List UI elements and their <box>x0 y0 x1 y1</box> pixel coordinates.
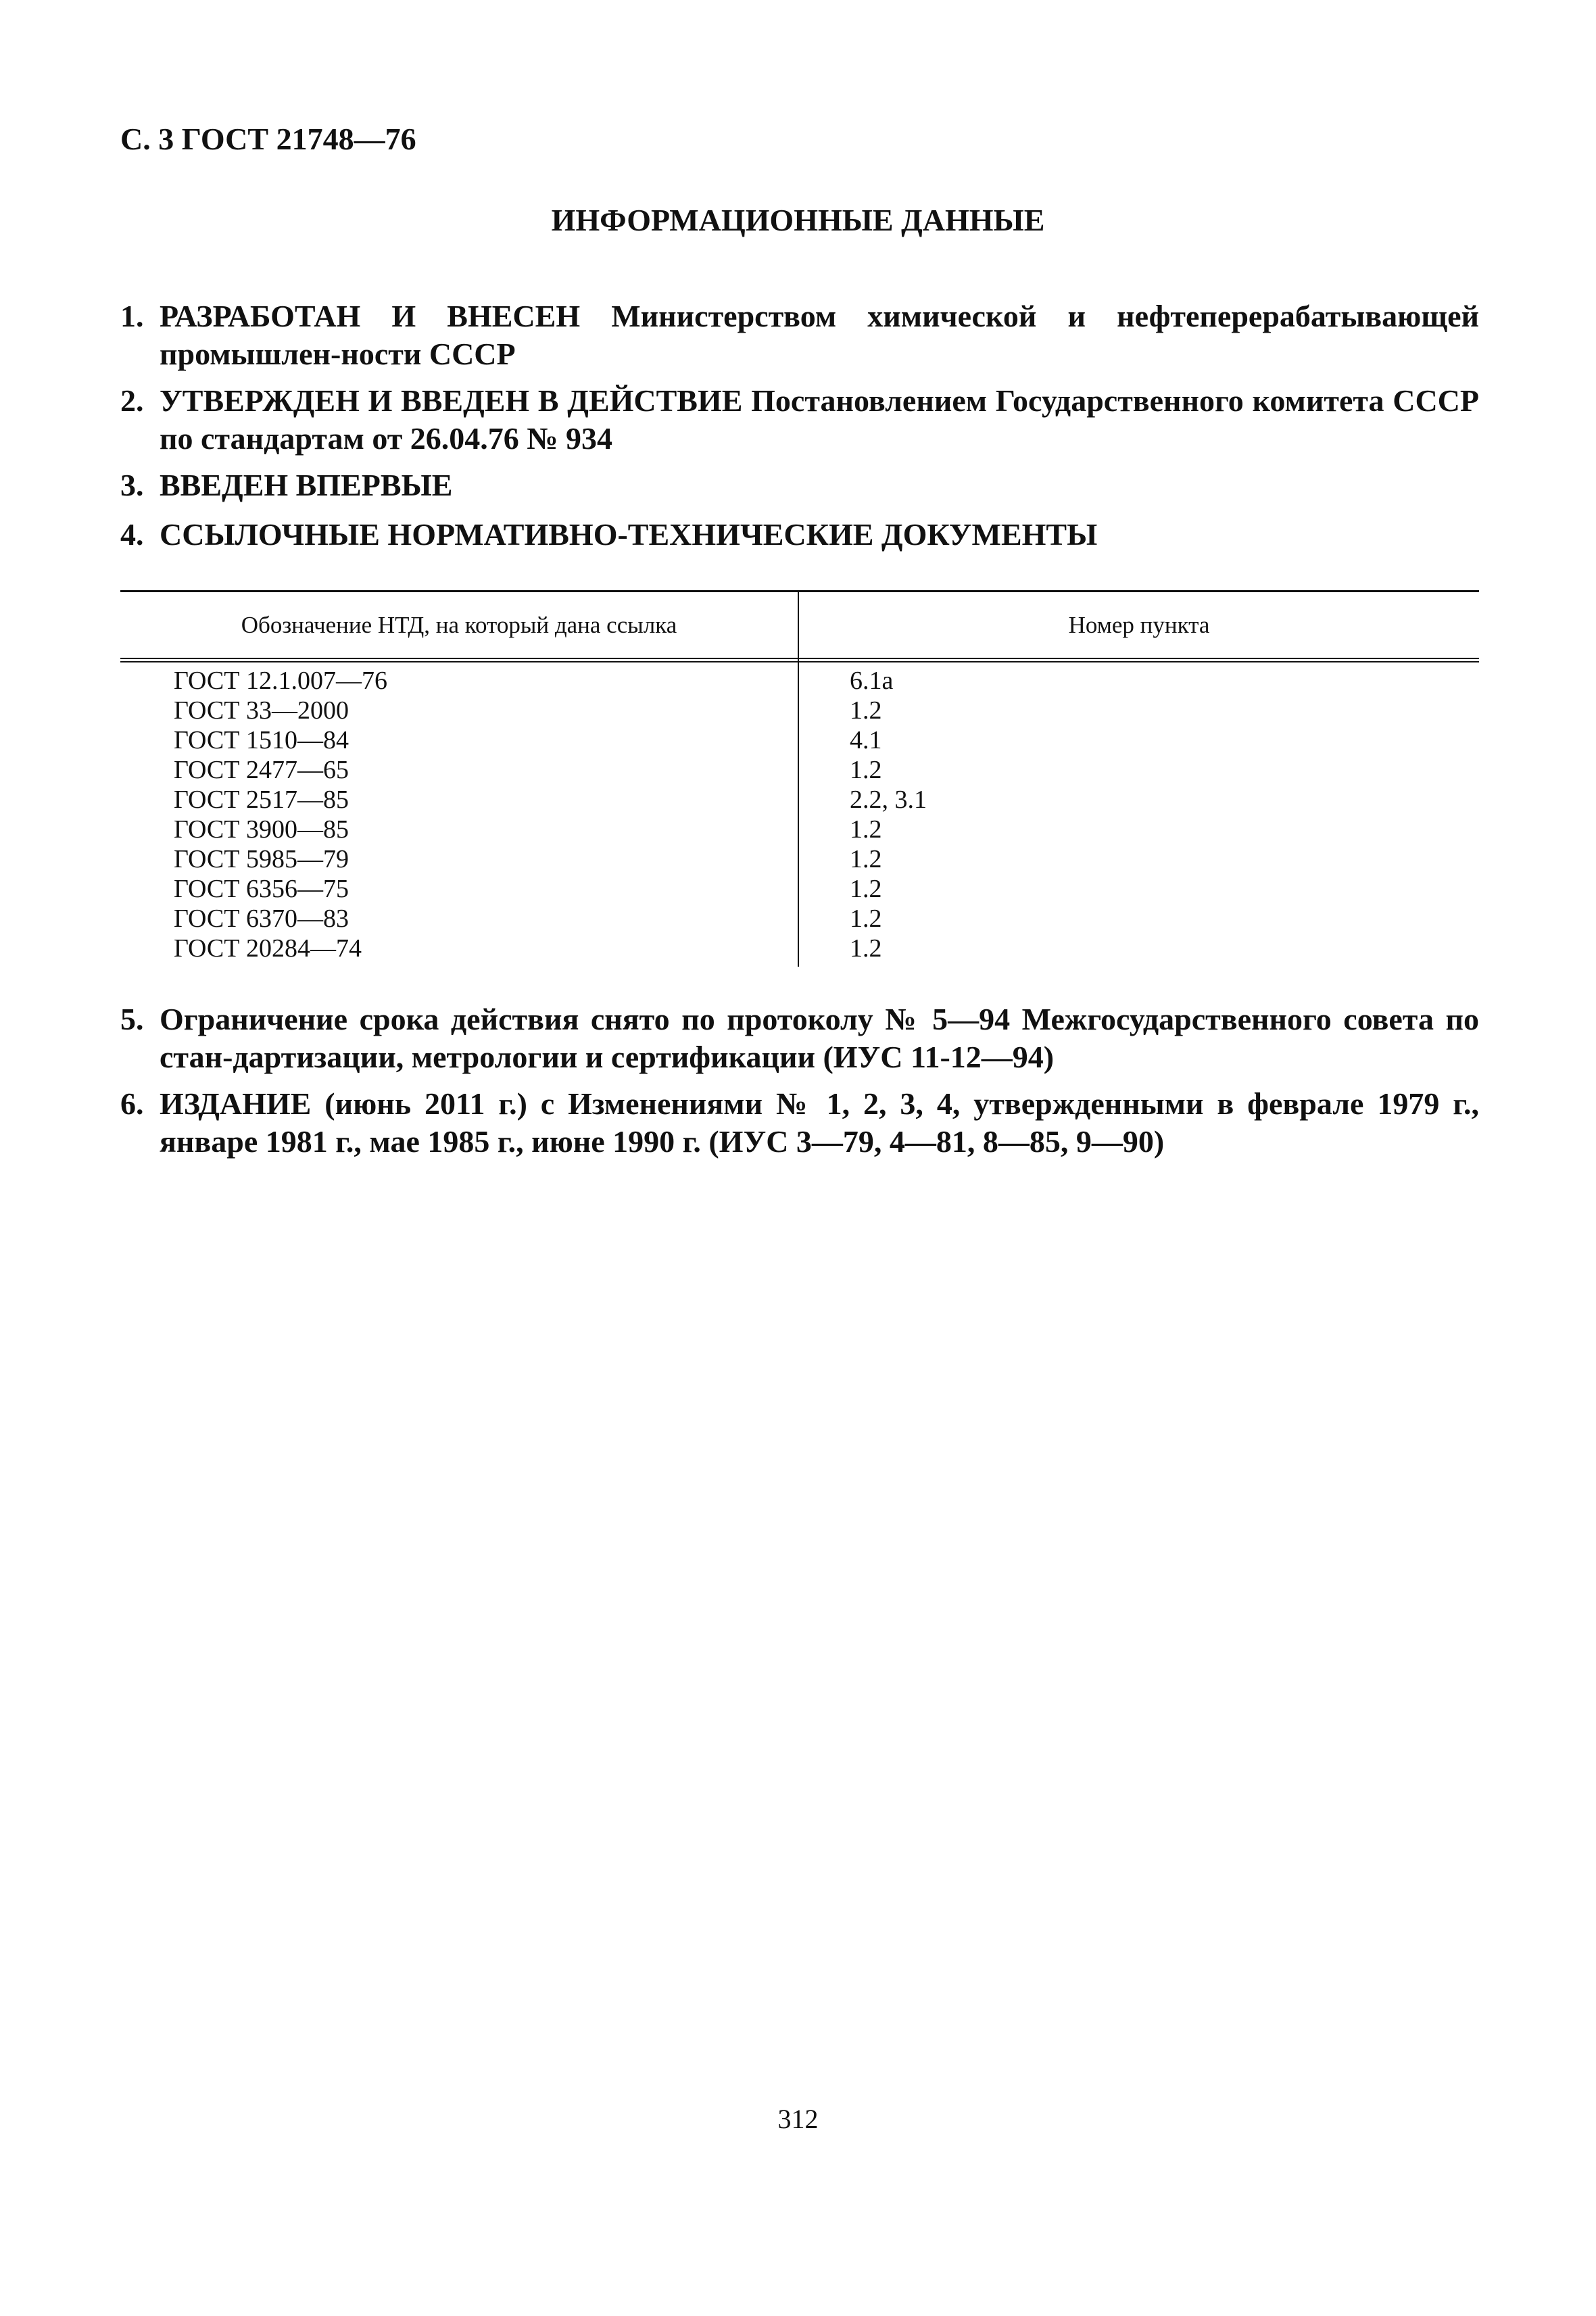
item-text: УТВЕРЖДЕН И ВВЕДЕН В ДЕЙСТВИЕ Постановлением Государственного комитета СССР по стандартам от 26.04.76 № 934 <box>160 383 1479 456</box>
table-row <box>120 755 1479 785</box>
table-cell-document: ГОСТ 2517—85 <box>174 786 349 814</box>
info-item-introduced <box>120 466 1479 504</box>
item-text: Ограничение срока действия снято по протоколу № 5—94 Межгосударственного совета по стан-дартизации, метрологии и сертификации (ИУС 11-12—94) <box>160 1002 1479 1074</box>
info-item-references <box>120 516 1479 554</box>
table-cell-clause: 1.2 <box>850 934 882 963</box>
table-row <box>120 934 1479 963</box>
item-number: 1. <box>120 299 144 333</box>
page-number: 312 <box>777 2104 819 2134</box>
table-row <box>120 725 1479 755</box>
info-item-developed <box>120 297 1479 373</box>
table-cell-clause: 1.2 <box>850 845 882 873</box>
info-item-edition <box>120 1085 1479 1161</box>
table-cell-document: ГОСТ 20284—74 <box>174 934 362 963</box>
table-cell-clause: 6.1а <box>850 667 894 695</box>
table-cell-document: ГОСТ 2477—65 <box>174 756 349 784</box>
table-row <box>120 696 1479 725</box>
table-cell-document: ГОСТ 33—2000 <box>174 696 349 725</box>
table-cell-document: ГОСТ 12.1.007—76 <box>174 667 387 695</box>
table-header-clause: Номер пункта <box>1068 612 1210 638</box>
item-number: 4. <box>120 517 144 552</box>
item-number: 3. <box>120 468 144 502</box>
item-text: ССЫЛОЧНЫЕ НОРМАТИВНО-ТЕХНИЧЕСКИЕ ДОКУМЕНТЫ <box>160 517 1098 552</box>
table-row <box>120 666 1479 696</box>
item-number: 6. <box>120 1086 144 1121</box>
table-cell-clause: 1.2 <box>850 815 882 844</box>
table-header-document: Обозначение НТД, на который дана ссылка <box>241 612 677 638</box>
table-row <box>120 785 1479 815</box>
table-header-rule <box>120 658 1479 662</box>
item-text: ВВЕДЕН ВПЕРВЫЕ <box>160 468 453 502</box>
table-cell-document: ГОСТ 3900—85 <box>174 815 349 844</box>
table-cell-clause: 1.2 <box>850 875 882 903</box>
table-top-rule <box>120 590 1479 592</box>
table-cell-clause: 1.2 <box>850 904 882 933</box>
table-cell-document: ГОСТ 5985—79 <box>174 845 349 873</box>
info-item-approved <box>120 382 1479 458</box>
item-number: 5. <box>120 1002 144 1036</box>
table-cell-clause: 4.1 <box>850 726 882 754</box>
table-cell-clause: 1.2 <box>850 756 882 784</box>
table-body <box>120 666 1479 963</box>
reference-table <box>120 590 1479 967</box>
table-row <box>120 815 1479 844</box>
table-cell-clause: 1.2 <box>850 696 882 725</box>
table-row <box>120 874 1479 904</box>
table-cell-clause: 2.2, 3.1 <box>850 786 927 814</box>
table-cell-document: ГОСТ 6370—83 <box>174 904 349 933</box>
info-item-validity <box>120 1000 1479 1076</box>
document-title: ИНФОРМАЦИОННЫЕ ДАННЫЕ <box>551 203 1045 237</box>
table-row <box>120 844 1479 874</box>
table-row <box>120 904 1479 934</box>
item-number: 2. <box>120 383 144 418</box>
page-header: С. 3 ГОСТ 21748—76 <box>120 122 416 156</box>
table-cell-document: ГОСТ 6356—75 <box>174 875 349 903</box>
item-text: РАЗРАБОТАН И ВНЕСЕН Министерством химической и нефтеперерабатывающей промышлен-ности СССР <box>160 299 1479 371</box>
table-cell-document: ГОСТ 1510—84 <box>174 726 349 754</box>
item-text: ИЗДАНИЕ (июнь 2011 г.) с Изменениями № 1, 2, 3, 4, утвержденными в феврале 1979 г., январе 1981 г., мае 1985 г., июне 1990 г. (ИУС 3—79, 4—81, 8—85, 9—90) <box>160 1086 1479 1159</box>
